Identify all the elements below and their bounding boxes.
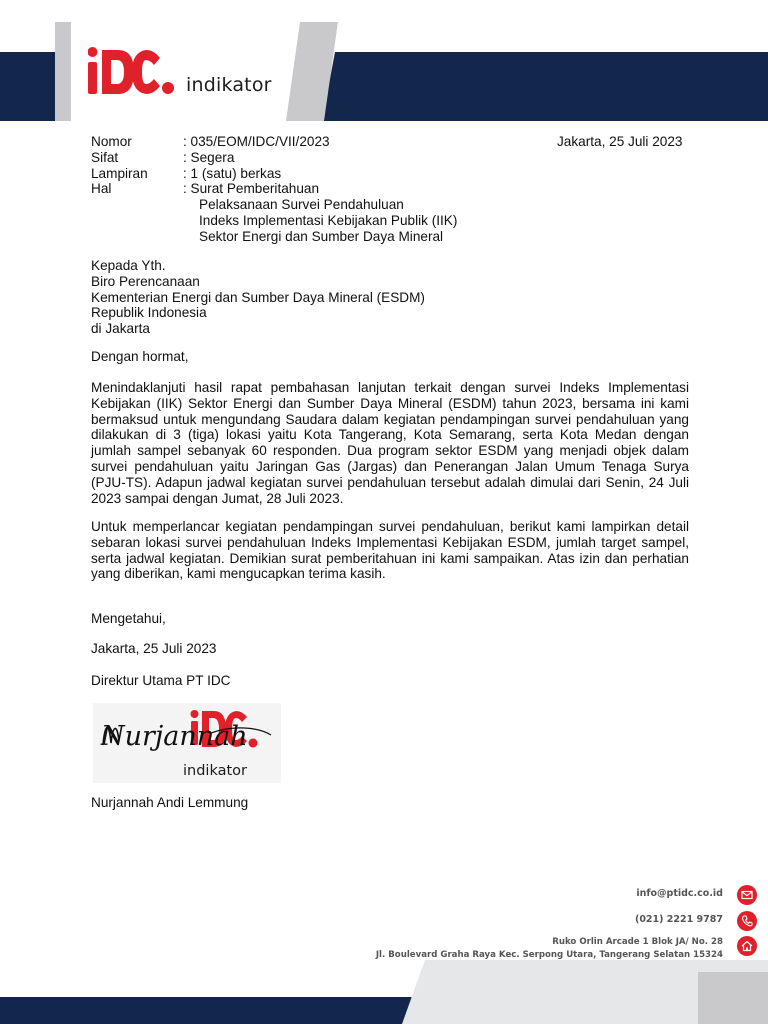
meta-label: Lampiran [91, 165, 148, 181]
closing-place-date: Jakarta, 25 Juli 2023 [91, 641, 217, 656]
signature-name: Nurjannah [101, 721, 248, 752]
meta-value: : 1 (satu) berkas [183, 165, 282, 181]
meta-label: Sifat [91, 149, 119, 165]
recipient-block [91, 258, 691, 337]
footer-banner [0, 960, 768, 1024]
signer-role: Direktur Utama PT IDC [91, 673, 231, 688]
meta-value: : Surat Pemberitahuan [183, 181, 320, 197]
contact-phone: (021) 2221 9787 [634, 914, 723, 925]
body-paragraph-2: Untuk memperlancar kegiatan pendampingan survei pendahuluan, berikut kami lampirkan detail sebaran lokasi survei pendahuluan Indeks Implementasi Kebijakan ESDM, jumlah target sampel, serta jadwal kegiatan. Demikian surat pemberitahuan ini kami sampaikan. Atas izin dan perhatian yang diberikan, kami mengucapkan terima kasih. [91, 519, 689, 582]
logo-wordmark: indikator [186, 74, 272, 96]
contact-email: info@ptidc.co.id [636, 888, 723, 899]
meta-row-hal [91, 181, 691, 197]
recipient-line: Kepada Yth. [91, 258, 166, 273]
contact-address-line-2: Jl. Boulevard Graha Raya Kec. Serpong Utara, Tangerang Selatan 15324 [375, 950, 723, 960]
phone-icon [737, 911, 757, 931]
meta-label: Nomor [91, 134, 132, 149]
letter-meta [91, 134, 691, 245]
meta-value: : Segera [183, 149, 235, 165]
signature-image [93, 703, 281, 783]
meta-label: Hal [91, 181, 112, 197]
meta-row-lampiran [91, 166, 691, 182]
home-icon [737, 936, 757, 956]
signer-name: Nurjannah Andi Lemmung [91, 795, 249, 810]
subject-line: Pelaksanaan Survei Pendahuluan [199, 197, 404, 213]
stamp-wordmark: indikator [183, 763, 247, 779]
mail-icon [737, 885, 757, 905]
idc-logo-mark [88, 44, 180, 100]
recipient-line: Republik Indonesia [91, 305, 207, 321]
recipient-line: Biro Perencanaan [91, 273, 200, 289]
greeting: Dengan hormat, [91, 349, 189, 364]
subject-line: Indeks Implementasi Kebijakan Publik (IIK) [199, 212, 458, 228]
meta-value: : 035/EOM/IDC/VII/2023 [183, 134, 330, 149]
meta-row-sifat [91, 150, 691, 166]
contact-address-line-1: Ruko Orlin Arcade 1 Blok JA/ No. 28 [552, 937, 723, 947]
recipient-line: di Jakarta [91, 321, 150, 337]
subject-line: Sektor Energi dan Sumber Daya Mineral [199, 228, 444, 244]
signature-stamp [93, 703, 281, 783]
letter-date: Jakarta, 25 Juli 2023 [557, 134, 683, 149]
body-paragraph-1: Menindaklanjuti hasil rapat pembahasan lanjutan terkait dengan survei Indeks Implementasi Kebijakan (IIK) Sektor Energi dan Sumber Daya Mineral (ESDM) tahun 2023, bersama ini kami bermaksud untuk mengundang Saudara dalam kegiatan pendampingan survei pendahuluan yang dilakukan di 3 (tiga) lokasi yaitu Kota Tangerang, Kota Semarang, serta Kota Medan dengan jumlah sampel sebanyak 60 responden. Dua program sektor ESDM yang menjadi objek dalam survei pendahuluan yaitu Jaringan Gas (Jargas) dan Penerangan Jalan Umum Tenaga Surya (PJU-TS). Adapun jadwal kegiatan survei pendahuluan tersebut adalah dimulai dari Senin, 24 Juli 2023 sampai dengan Jumat, 28 Juli 2023. [91, 380, 689, 506]
closing-acknowledge: Mengetahui, [91, 611, 166, 626]
recipient-line: Kementerian Energi dan Sumber Daya Mineral (ESDM) [91, 289, 425, 305]
